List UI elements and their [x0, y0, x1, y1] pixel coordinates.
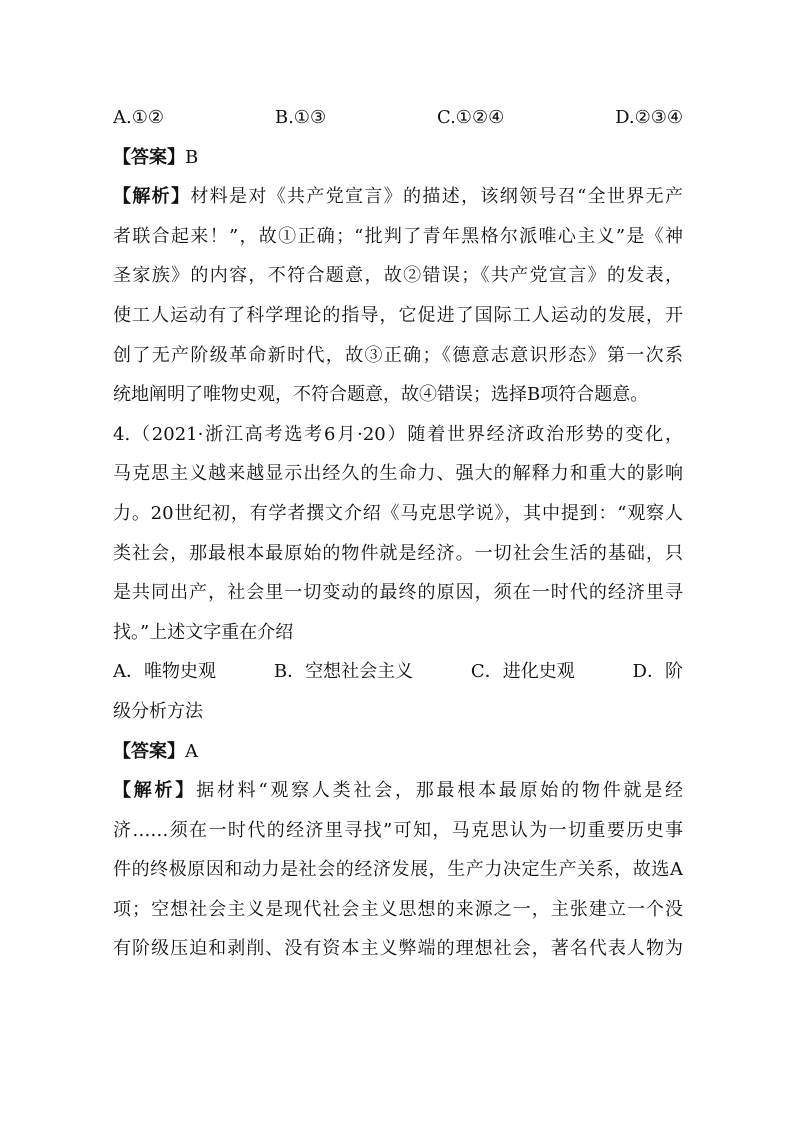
- q4-analysis-line: 项；空想社会主义是现代社会主义思想的来源之一，主张建立一个没: [113, 898, 683, 920]
- q3-analysis-line: 使工人运动有了科学理论的指导，它促进了国际工人运动的发展，开: [113, 304, 683, 326]
- q3-analysis-line: 者联合起来！”，故①正确；“批判了青年黑格尔派唯心主义”是《神: [113, 225, 683, 247]
- q4-option-c: C．进化史观: [470, 661, 575, 683]
- document-page: [113, 98, 683, 969]
- q4-analysis-line: 有阶级压迫和剥削、没有资本主义弊端的理想社会，著名代表人物为: [113, 938, 683, 960]
- q4-answer-value: A: [185, 740, 198, 762]
- q4-question-line: 是共同出产，社会里一切变动的最终的原因，须在一时代的经济里寻: [113, 582, 683, 604]
- q4-question-line: 4.（2021·浙江高考选考6月·20）随着世界经济政治形势的变化，: [113, 423, 683, 445]
- q3-analysis-line: 创了无产阶级革命新时代，故③正确；《德意志意识形态》第一次系: [113, 344, 683, 366]
- q4-question-line: 找。”上述文字重在介绍: [113, 621, 294, 643]
- q4-answer: [113, 732, 683, 772]
- q3-analysis-line: 统地阐明了唯物史观，不符合题意，故④错误；选择B项符合题意。: [113, 384, 649, 406]
- q3-analysis-line: 圣家族》的内容，不符合题意，故②错误；《共产党宣言》的发表，: [113, 265, 683, 287]
- q3-option-d: D.②③④: [615, 107, 683, 128]
- q3-analysis-line: [113, 177, 683, 217]
- q4-answer-label: 【答案】: [113, 740, 185, 762]
- q3-analysis-text: 材料是对《共产党宣言》的描述，该纲领号召“全世界无产: [190, 186, 683, 208]
- q3-answer-label: 【答案】: [113, 146, 185, 168]
- q4-options: [113, 652, 683, 692]
- q4-option-d-continuation: 级分析方法: [113, 700, 203, 722]
- q3-option-b: B.①③: [274, 107, 327, 128]
- q4-question-line: 马克思主义越来越显示出经久的生命力、强大的解释力和重大的影响: [113, 463, 683, 485]
- q3-option-a: A.①②: [113, 107, 164, 128]
- q3-option-c: C.①②④: [436, 107, 505, 128]
- q4-analysis-line: [113, 771, 683, 811]
- q4-question-line: 力。20世纪初，有学者撰文介绍《马克思学说》，其中提到：“观察人: [113, 502, 683, 524]
- q3-answer-value: B: [185, 146, 199, 168]
- q3-options: [113, 98, 683, 138]
- q4-analysis-line: 件的终极原因和动力是社会的经济发展，生产力决定生产关系，故选A: [113, 859, 683, 881]
- q4-analysis-label: 【解析】: [113, 780, 197, 802]
- q3-analysis-label: 【解析】: [113, 186, 191, 208]
- q4-option-d: D．阶: [632, 661, 683, 683]
- q4-option-a: A．唯物史观: [113, 661, 216, 683]
- q3-answer: [113, 138, 683, 178]
- q4-option-b: B．空想社会主义: [273, 661, 414, 683]
- q4-analysis-line: 济……须在一时代的经济里寻找”可知，马克思认为一切重要历史事: [113, 819, 683, 841]
- q4-analysis-text: 据材料“观察人类社会，那最根本最原始的物件就是经: [196, 780, 683, 802]
- q4-question-line: 类社会，那最根本最原始的物件就是经济。一切社会生活的基础，只: [113, 542, 683, 564]
